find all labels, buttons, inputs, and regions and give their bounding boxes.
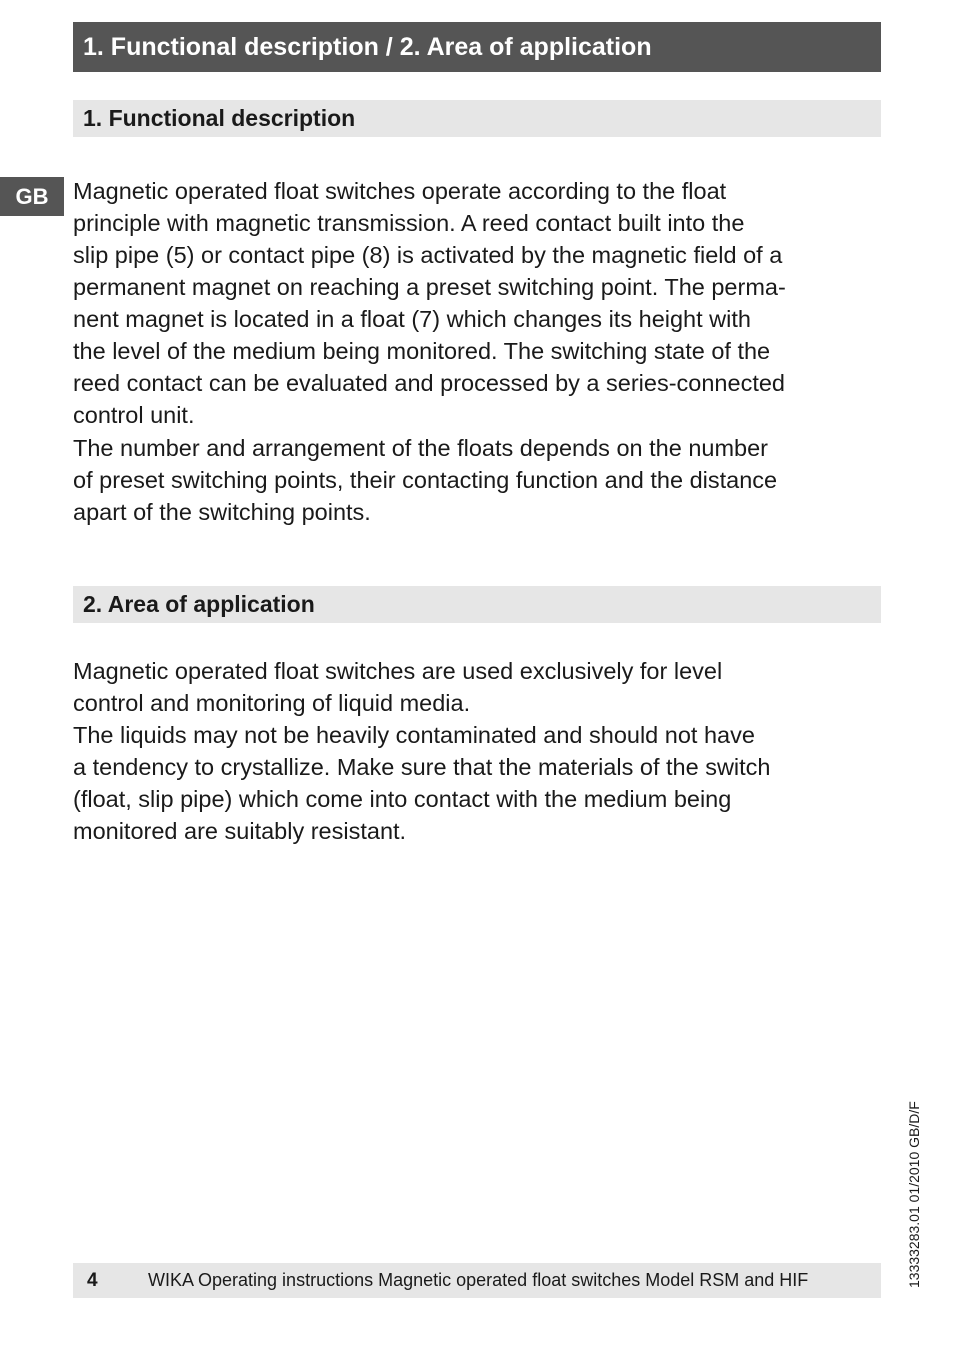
page-title: 1. Functional description / 2. Area of application [73, 22, 881, 72]
text-line: principle with magnetic transmission. A reed contact built into the [73, 210, 745, 236]
text-line: nent magnet is located in a float (7) which changes its height with [73, 306, 751, 332]
footer-text: WIKA Operating instructions Magnetic operated float switches Model RSM and HIF [148, 1270, 809, 1290]
document-code: 13333283.01 01/2010 GB/D/F [906, 1101, 922, 1288]
text-line: Magnetic operated float switches are used exclusively for level [73, 658, 723, 684]
text-line: The liquids may not be heavily contaminated and should not have [73, 722, 755, 748]
page-number: 4 [87, 1270, 98, 1291]
text-line: monitored are suitably resistant. [73, 818, 407, 844]
text-line: control unit. [73, 402, 195, 428]
language-tab: GB [0, 177, 64, 216]
functional-description-body [73, 175, 873, 528]
text-line: slip pipe (5) or contact pipe (8) is activated by the magnetic field of a [73, 242, 783, 268]
section-heading-functional-description: 1. Functional description [73, 100, 881, 137]
text-line: apart of the switching points. [73, 499, 371, 525]
section-heading-area-of-application: 2. Area of application [73, 586, 881, 623]
text-line: permanent magnet on reaching a preset switching point. The perma- [73, 274, 786, 300]
text-line: the level of the medium being monitored. The switching state of the [73, 338, 771, 364]
text-line: reed contact can be evaluated and processed by a series-connected [73, 370, 785, 396]
text-line: control and monitoring of liquid media. [73, 690, 471, 716]
text-line: of preset switching points, their contacting function and the distance [73, 467, 778, 493]
text-line: The number and arrangement of the floats depends on the number [73, 435, 769, 461]
footer [73, 1263, 881, 1298]
area-of-application-body [73, 655, 873, 847]
text-line: Magnetic operated float switches operate according to the float [73, 178, 727, 204]
text-line: a tendency to crystallize. Make sure that the materials of the switch [73, 754, 771, 780]
text-line: (float, slip pipe) which come into contact with the medium being [73, 786, 732, 812]
